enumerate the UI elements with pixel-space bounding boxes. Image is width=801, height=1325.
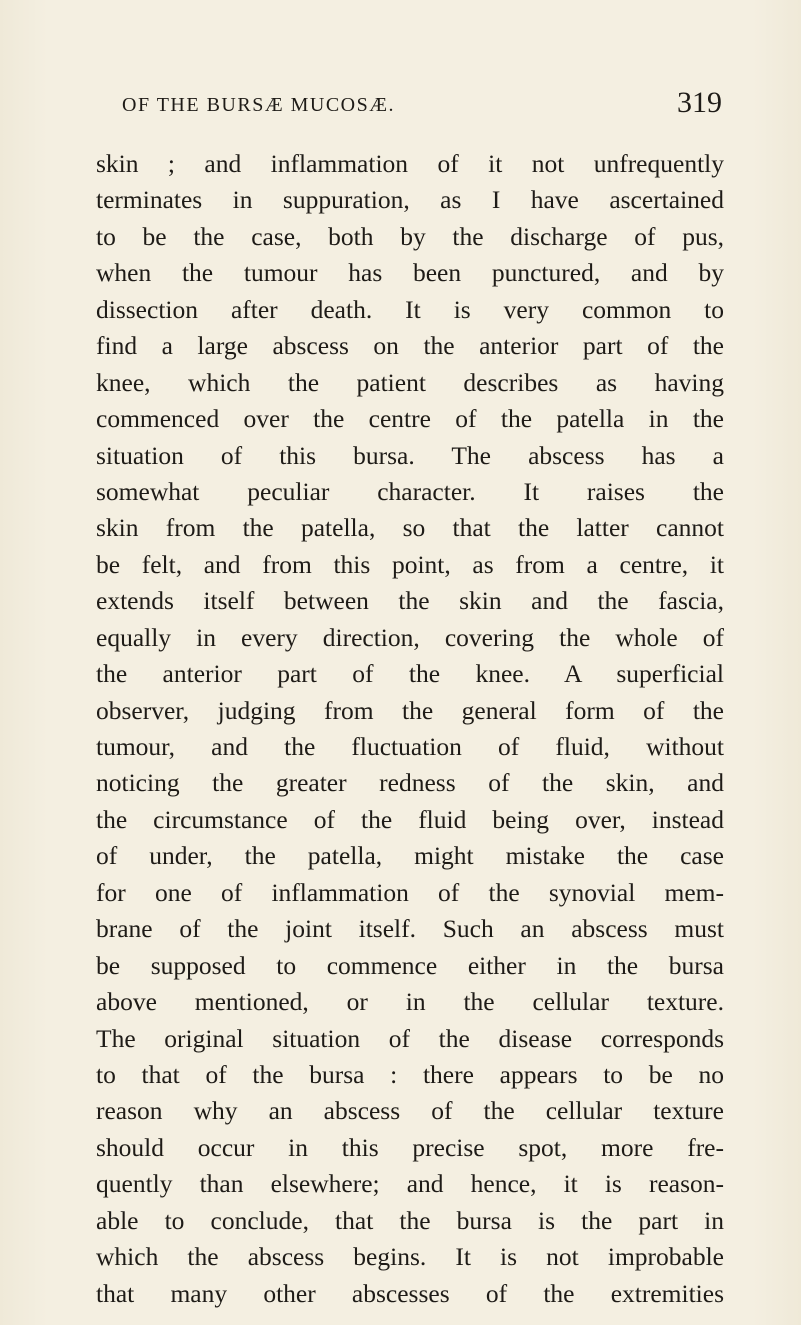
running-title: OF THE BURSÆ MUCOSÆ. <box>122 94 396 116</box>
text-line: the circumstance of the fluid being over, instead <box>96 804 724 834</box>
text-line: commenced over the centre of the patella in the <box>96 404 724 434</box>
page-number: 319 <box>677 86 722 119</box>
text-line: terminates in suppuration, as I have ascertained <box>96 185 724 215</box>
text-line: of under, the patella, might mistake the case <box>96 841 724 871</box>
text-line: situation of this bursa. The abscess has a <box>96 440 724 470</box>
text-line: skin from the patella, so that the latter cannot <box>96 513 724 543</box>
text-line: which the abscess begins. It is not improbable <box>96 1242 724 1272</box>
text-line: equally in every direction, covering the whole of <box>96 622 724 652</box>
text-line: the anterior part of the knee. A superficial <box>96 659 724 689</box>
text-line: observer, judging from the general form of the <box>96 695 724 725</box>
text-line: to that of the bursa : there appears to be no <box>96 1059 724 1089</box>
text-line: to be the case, both by the discharge of pus, <box>96 221 724 251</box>
text-line: brane of the joint itself. Such an abscess must <box>96 914 724 944</box>
text-line: able to conclude, that the bursa is the part in <box>96 1205 724 1235</box>
text-line: that many other abscesses of the extremities <box>96 1278 724 1308</box>
text-line: somewhat peculiar character. It raises the <box>96 476 724 506</box>
running-head <box>122 86 722 122</box>
text-line: should occur in this precise spot, more fre- <box>96 1132 724 1162</box>
text-line: be supposed to commence either in the bursa <box>96 950 724 980</box>
text-line: The original situation of the disease corresponds <box>96 1023 724 1053</box>
text-line: tumour, and the fluctuation of fluid, without <box>96 732 724 761</box>
text-line: above mentioned, or in the cellular texture. <box>96 987 724 1017</box>
text-line: find a large abscess on the anterior part of the <box>96 331 724 361</box>
text-line: be felt, and from this point, as from a centre, it <box>96 549 724 579</box>
text-line: dissection after death. It is very common to <box>96 294 724 324</box>
text-line: quently than elsewhere; and hence, it is reason- <box>96 1169 724 1199</box>
text-line: reason why an abscess of the cellular texture <box>96 1096 724 1126</box>
text-line: noticing the greater redness of the skin, and <box>96 768 724 798</box>
text-line: when the tumour has been punctured, and by <box>96 258 724 288</box>
text-line: skin ; and inflammation of it not unfrequently <box>96 149 724 178</box>
text-line: knee, which the patient describes as having <box>96 367 724 397</box>
text-line: for one of inflammation of the synovial mem- <box>96 877 724 907</box>
text-line: extends itself between the skin and the fascia, <box>96 586 724 616</box>
body-text <box>96 146 724 1312</box>
